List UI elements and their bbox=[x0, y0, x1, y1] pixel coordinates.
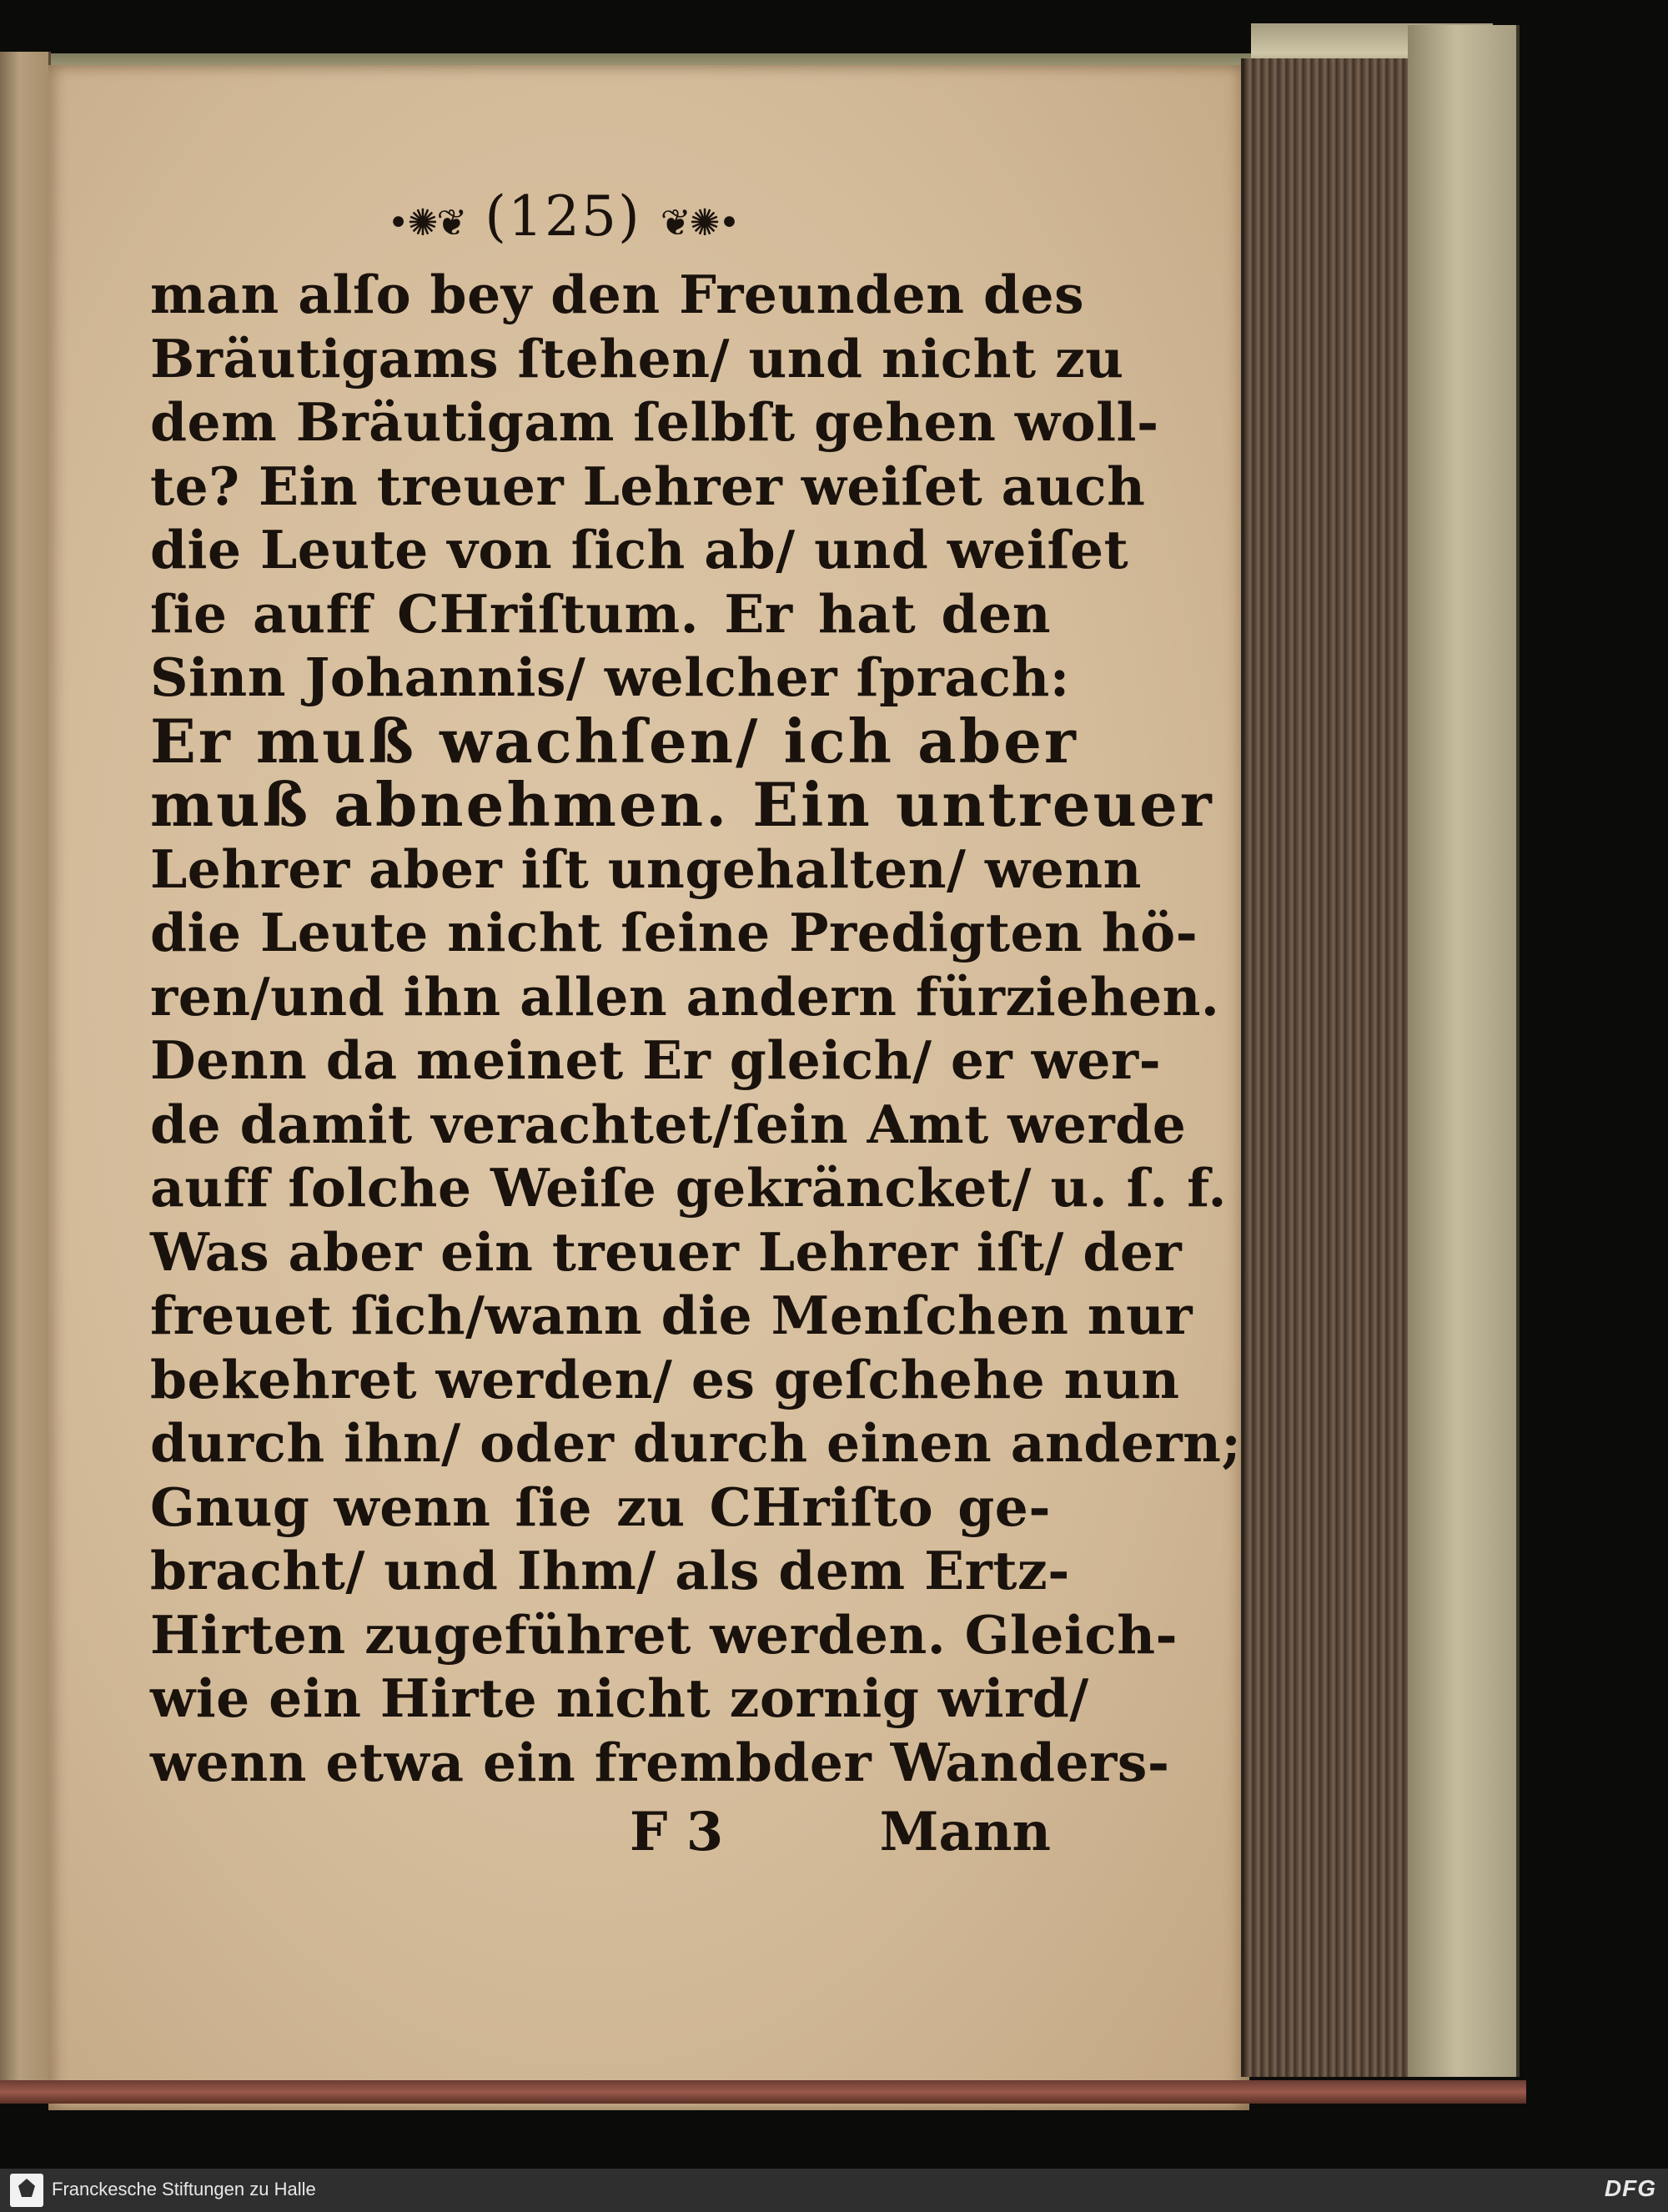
catchword: Mann bbox=[879, 1801, 1051, 1863]
book-cover-right bbox=[1408, 25, 1520, 2077]
text-line: Hirten zugeführet werden. Gleich- bbox=[150, 1603, 1178, 1666]
institution-logo-icon bbox=[10, 2174, 43, 2207]
text-line-emphasis: muß abnehmen. Ein untreuer bbox=[150, 769, 1214, 840]
ornament-left-icon: •✺❦ bbox=[387, 202, 466, 244]
text-line: bracht/ und Ihm/ als dem Ertz- bbox=[150, 1540, 1070, 1601]
text-line: Denn da meinet Er gleich/ er wer- bbox=[150, 1029, 1162, 1091]
page-footer bbox=[150, 1801, 1051, 1876]
owner-credit: Franckesche Stiftungen zu Halle bbox=[52, 2179, 316, 2199]
signature-mark: F 3 bbox=[630, 1801, 724, 1863]
viewer-footer-bar bbox=[0, 2169, 1668, 2212]
text-line: wie ein Hirte nicht zornig wird/ bbox=[150, 1667, 1089, 1729]
text-line: auff ſolche Weiſe gekräncket/ u. ſ. f. bbox=[150, 1157, 1227, 1219]
text-line: ren/und ihn allen andern fürziehen. bbox=[150, 965, 1220, 1028]
text-line: dem Bräutigam ſelbſt gehen woll- bbox=[150, 391, 1159, 453]
text-line: freuet ſich/wann die Menſchen nur bbox=[150, 1284, 1193, 1346]
text-line: Bräutigams ſtehen/ und nicht zu bbox=[150, 327, 1124, 390]
page-header bbox=[200, 171, 926, 263]
text-line: ſie auff CHriſtum. Er hat den bbox=[150, 582, 1051, 645]
funder-logo: DFG bbox=[1604, 2175, 1656, 2201]
text-line: man alſo bey den Freunden des bbox=[150, 264, 1085, 325]
text-line: Was aber ein treuer Lehrer iſt/ der bbox=[150, 1220, 1183, 1283]
text-line: durch ihn/ oder durch einen andern; bbox=[150, 1412, 1242, 1474]
left-page-bleed-marks bbox=[7, 1136, 32, 1970]
text-line: Gnug wenn ſie zu CHriſto ge- bbox=[150, 1476, 1051, 1538]
page-number: (125) bbox=[485, 184, 641, 249]
text-line: de damit verachtet/ſein Amt werde bbox=[150, 1093, 1187, 1155]
text-line: die Leute nicht ſeine Predigten hö- bbox=[150, 902, 1198, 963]
text-line-emphasis: Er muß wachſen/ ich aber bbox=[150, 705, 1078, 777]
page-stack-edge bbox=[1241, 58, 1411, 2077]
ornament-right-icon: ❦✺• bbox=[660, 202, 739, 244]
text-line: wenn etwa ein frembder Wanders- bbox=[150, 1731, 1170, 1793]
text-line: die Leute von ſich ab/ und weiſet bbox=[150, 519, 1129, 581]
left-page-edge bbox=[0, 52, 51, 2087]
book-bottom-edge bbox=[0, 2080, 1526, 2104]
text-line: te? Ein treuer Lehrer weiſet auch bbox=[150, 455, 1146, 517]
text-line: bekehret werden/ es geſchehe nun bbox=[150, 1348, 1180, 1410]
page-text-block bbox=[150, 171, 1242, 1876]
text-line: Sinn Johannis/ welcher ſprach: bbox=[150, 646, 1070, 708]
text-line: Lehrer aber iſt ungehalten/ wenn bbox=[150, 837, 1142, 900]
